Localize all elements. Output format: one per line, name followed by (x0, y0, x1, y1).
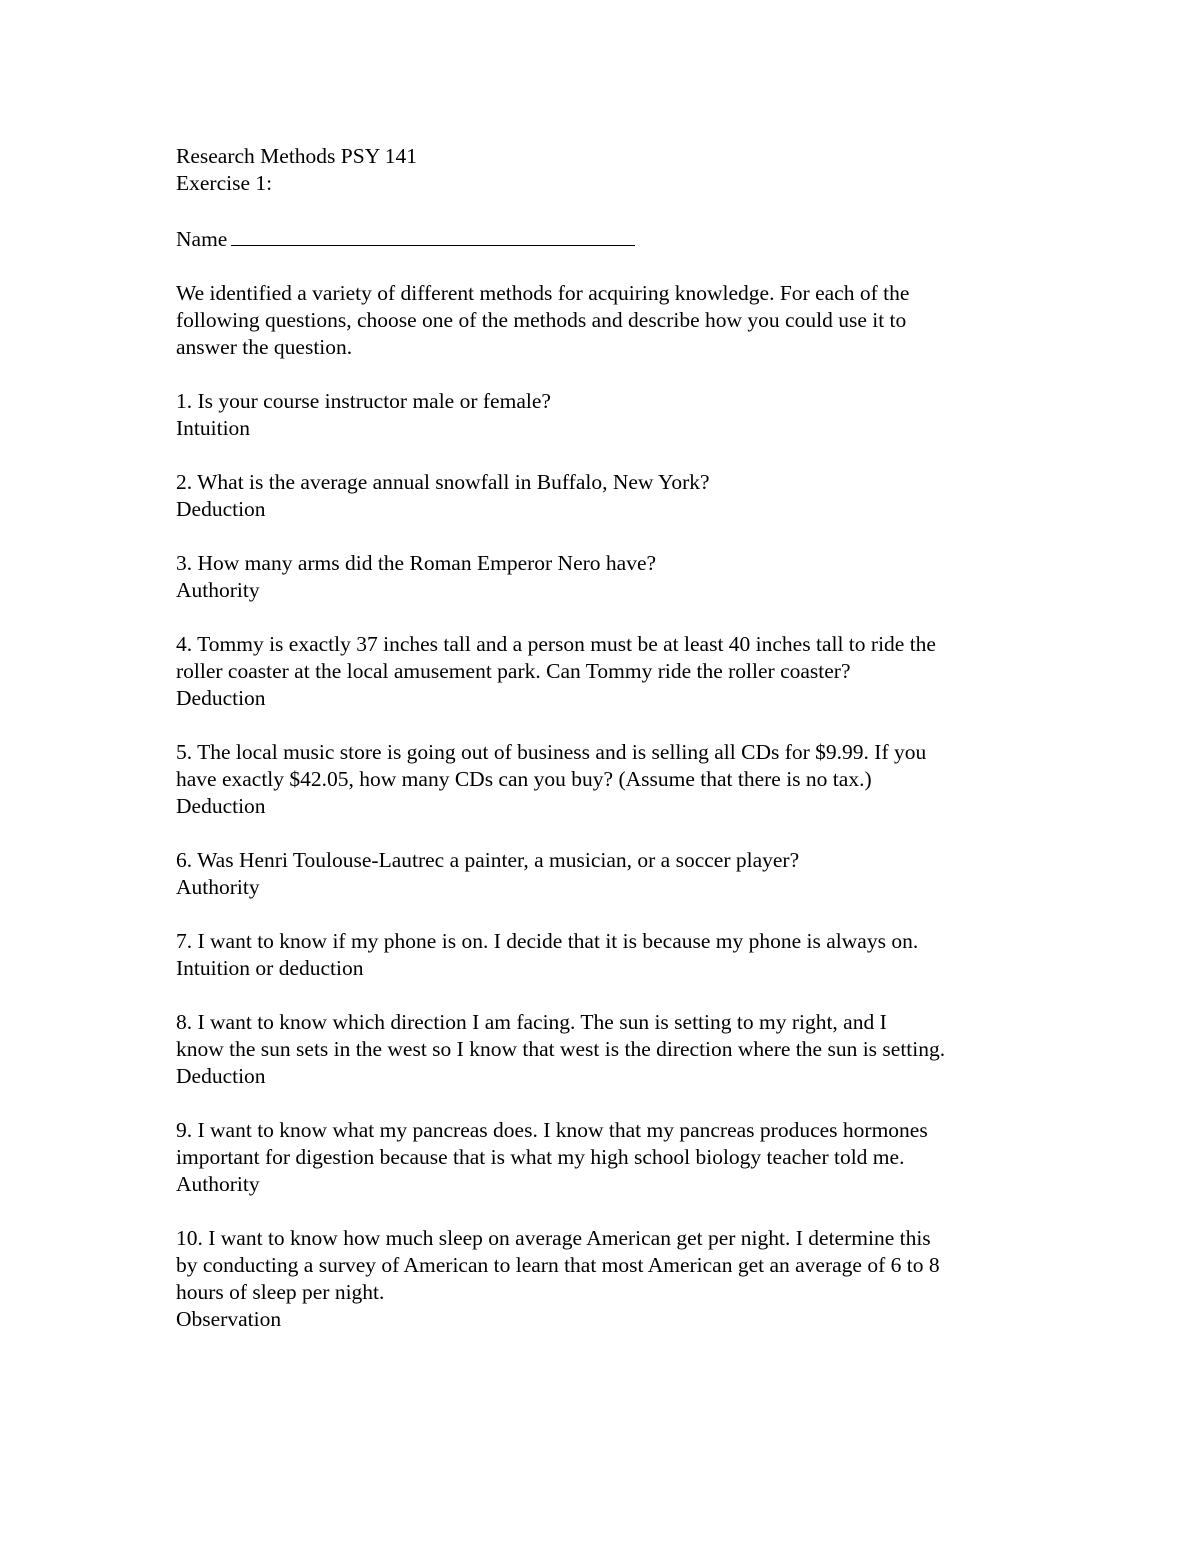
instructions-line-3: answer the question. (176, 335, 353, 359)
question-text-line: 2. What is the average annual snowfall in Buffalo, New York? (176, 470, 710, 494)
document-content (176, 143, 1036, 1333)
question-text-line: 3. How many arms did the Roman Emperor Nero have? (176, 551, 657, 575)
question-text-line: 8. I want to know which direction I am facing. The sun is setting to my right, and I (176, 1010, 887, 1034)
question-text-line: 7. I want to know if my phone is on. I decide that it is because my phone is always on. (176, 929, 919, 953)
question-text-line: have exactly $42.05, how many CDs can you buy? (Assume that there is no tax.) (176, 767, 872, 791)
question-answer: Deduction (176, 686, 266, 710)
instructions-line-2: following questions, choose one of the methods and describe how you could use it to (176, 308, 907, 332)
question-item (176, 550, 1036, 631)
name-blank-line[interactable] (231, 224, 635, 246)
question-answer: Observation (176, 1307, 282, 1331)
question-answer: Deduction (176, 794, 266, 818)
question-item (176, 1225, 1036, 1333)
question-answer: Authority (176, 1172, 260, 1196)
question-list (176, 388, 1036, 1333)
question-text-line: 9. I want to know what my pancreas does. I know that my pancreas produces hormones (176, 1118, 928, 1142)
question-text-line: 1. Is your course instructor male or female? (176, 389, 551, 413)
question-answer: Deduction (176, 497, 266, 521)
question-answer: Intuition or deduction (176, 956, 364, 980)
exercise-title: Exercise 1: (176, 171, 273, 195)
question-text-line: 10. I want to know how much sleep on average American get per night. I determine this (176, 1226, 931, 1250)
name-label: Name (176, 227, 228, 251)
question-item (176, 388, 1036, 469)
question-text-line: 6. Was Henri Toulouse-Lautrec a painter, a musician, or a soccer player? (176, 848, 800, 872)
question-text-line: roller coaster at the local amusement park. Can Tommy ride the roller coaster? (176, 659, 851, 683)
question-answer: Deduction (176, 1064, 266, 1088)
question-item (176, 928, 1036, 1009)
question-text-line: 5. The local music store is going out of business and is selling all CDs for $9.99. If you (176, 740, 927, 764)
question-text-line: by conducting a survey of American to learn that most American get an average of 6 to 8 (176, 1253, 940, 1277)
question-text-line: hours of sleep per night. (176, 1280, 385, 1304)
question-answer: Intuition (176, 416, 251, 440)
name-field-row (176, 224, 1036, 253)
question-answer: Authority (176, 875, 260, 899)
question-answer: Authority (176, 578, 260, 602)
question-item (176, 631, 1036, 739)
question-item (176, 469, 1036, 550)
question-item (176, 847, 1036, 928)
question-text-line: 4. Tommy is exactly 37 inches tall and a person must be at least 40 inches tall to ride the (176, 632, 936, 656)
question-item (176, 1009, 1036, 1117)
question-item (176, 739, 1036, 847)
question-text-line: know the sun sets in the west so I know that west is the direction where the sun is setting. (176, 1037, 946, 1061)
question-item (176, 1117, 1036, 1225)
instructions-line-1: We identified a variety of different methods for acquiring knowledge. For each of the (176, 281, 910, 305)
course-title: Research Methods PSY 141 (176, 144, 418, 168)
question-text-line: important for digestion because that is what my high school biology teacher told me. (176, 1145, 905, 1169)
